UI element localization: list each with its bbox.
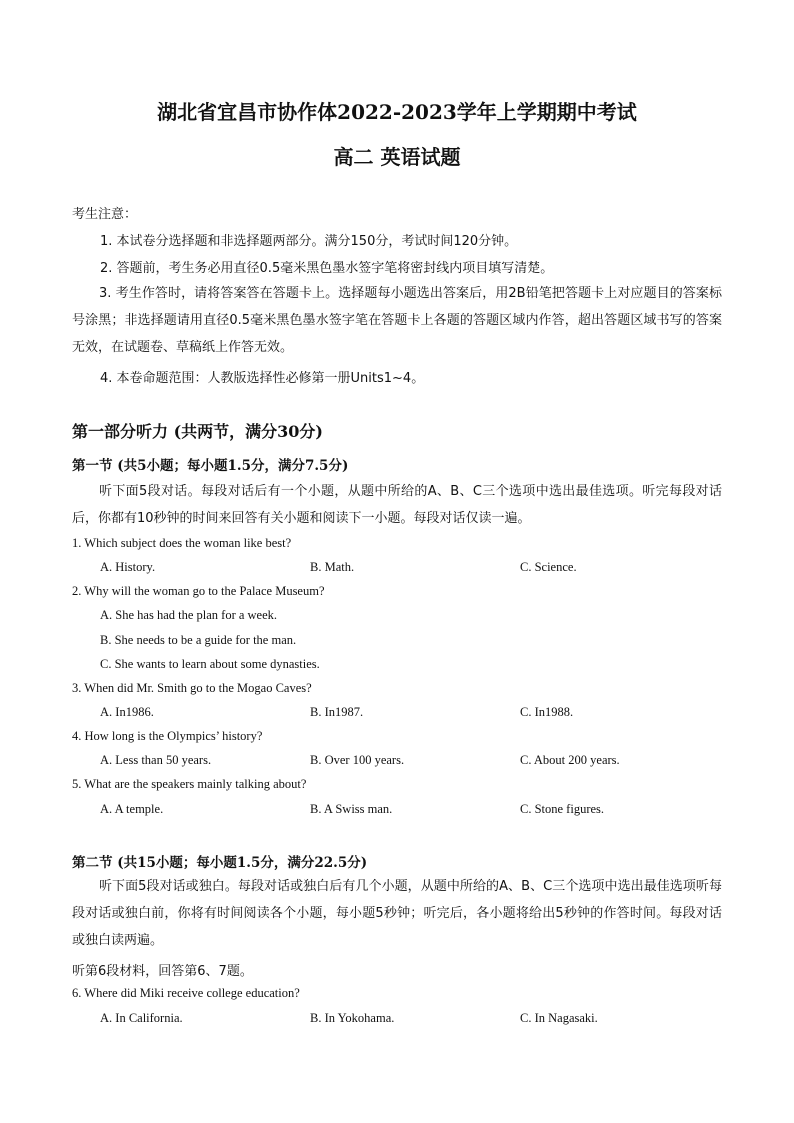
q1-option-c: C. Science. — [520, 560, 577, 574]
section2-material-note: 听第6段材料，回答第6、7题。 — [72, 964, 253, 979]
question-4: 4. How long is the Olympics’ history? — [72, 729, 263, 743]
q4-option-c: C. About 200 years. — [520, 753, 620, 767]
q2-option-a: A. She has had the plan for a week. — [100, 608, 278, 622]
question-6: 6. Where did Miki receive college education? — [72, 986, 300, 1000]
notice-item-1: 1. 本试卷分选择题和非选择题两部分。满分150分，考试时间120分钟。 — [100, 234, 518, 249]
q5-option-c: C. Stone figures. — [520, 802, 605, 816]
question-1: 1. Which subject does the woman like best? — [72, 536, 292, 550]
section2-instructions: 听下面5段对话或独白。每段对话或独白后有几个小题，从题中所给的A、B、C三个选项中选出最佳选项听每段对话或独白前，你将有时间阅读各个小题，每小题5秒钟；听完后，各小题将给出5秒钟的作答时间。每段对话或独白读两遍。 — [72, 879, 722, 948]
q6-option-a: A. In California. — [100, 1011, 183, 1025]
q2-option-b: B. She needs to be a guide for the man. — [100, 633, 297, 647]
notice-item-4: 4. 本卷命题范围：人教版选择性必修第一册Units1~4。 — [100, 371, 425, 386]
question-3: 3. When did Mr. Smith go to the Mogao Caves? — [72, 681, 312, 695]
q1-option-b: B. Math. — [310, 560, 355, 574]
part1-heading: 第一部分听力 (共两节，满分30分) — [72, 422, 323, 441]
q5-option-a: A. A temple. — [100, 802, 164, 816]
q6-option-b: B. In Yokohama. — [310, 1011, 395, 1025]
q3-option-c: C. In1988. — [520, 705, 574, 719]
section2-heading: 第二节 (共15小题；每小题1.5分，满分22.5分) — [72, 855, 368, 871]
exam-subtitle: 高二 英语试题 — [333, 145, 461, 169]
q4-option-b: B. Over 100 years. — [310, 753, 405, 767]
q3-option-a: A. In1986. — [100, 705, 154, 719]
exam-title: 湖北省宜昌市协作体2022-2023学年上学期期中考试 — [157, 100, 637, 124]
q1-option-a: A. History. — [100, 560, 156, 574]
q6-option-c: C. In Nagasaki. — [520, 1011, 598, 1025]
notice-item-2: 2. 答题前，考生务必用直径0.5毫米黑色墨水签字笔将密封线内项目填写清楚。 — [100, 261, 554, 276]
q5-option-b: B. A Swiss man. — [310, 802, 393, 816]
q4-option-a: A. Less than 50 years. — [100, 753, 212, 767]
section1-heading: 第一节 (共5小题；每小题1.5分，满分7.5分) — [72, 458, 349, 474]
q2-option-c: C. She wants to learn about some dynasties. — [100, 657, 320, 671]
question-5: 5. What are the speakers mainly talking about? — [72, 777, 307, 791]
notice-item-3: 3. 考生作答时，请将答案答在答题卡上。选择题每小题选出答案后，用2B铅笔把答题卡上对应题目的答案标号涂黑；非选择题请用直径0.5毫米黑色墨水签字笔在答题卡上各题的答题区域内作答，超出答题区域书写的答案无效，在试题卷、草稿纸上作答无效。 — [72, 286, 722, 355]
notice-heading: 考生注意： — [72, 207, 138, 222]
q3-option-b: B. In1987. — [310, 705, 364, 719]
section1-instructions: 听下面5段对话。每段对话后有一个小题，从题中所给的A、B、C三个选项中选出最佳选项。听完每段对话后，你都有10秒钟的时间来回答有关小题和阅读下一小题。每段对话仅读一遍。 — [72, 484, 722, 526]
question-2: 2. Why will the woman go to the Palace Museum? — [72, 584, 325, 598]
